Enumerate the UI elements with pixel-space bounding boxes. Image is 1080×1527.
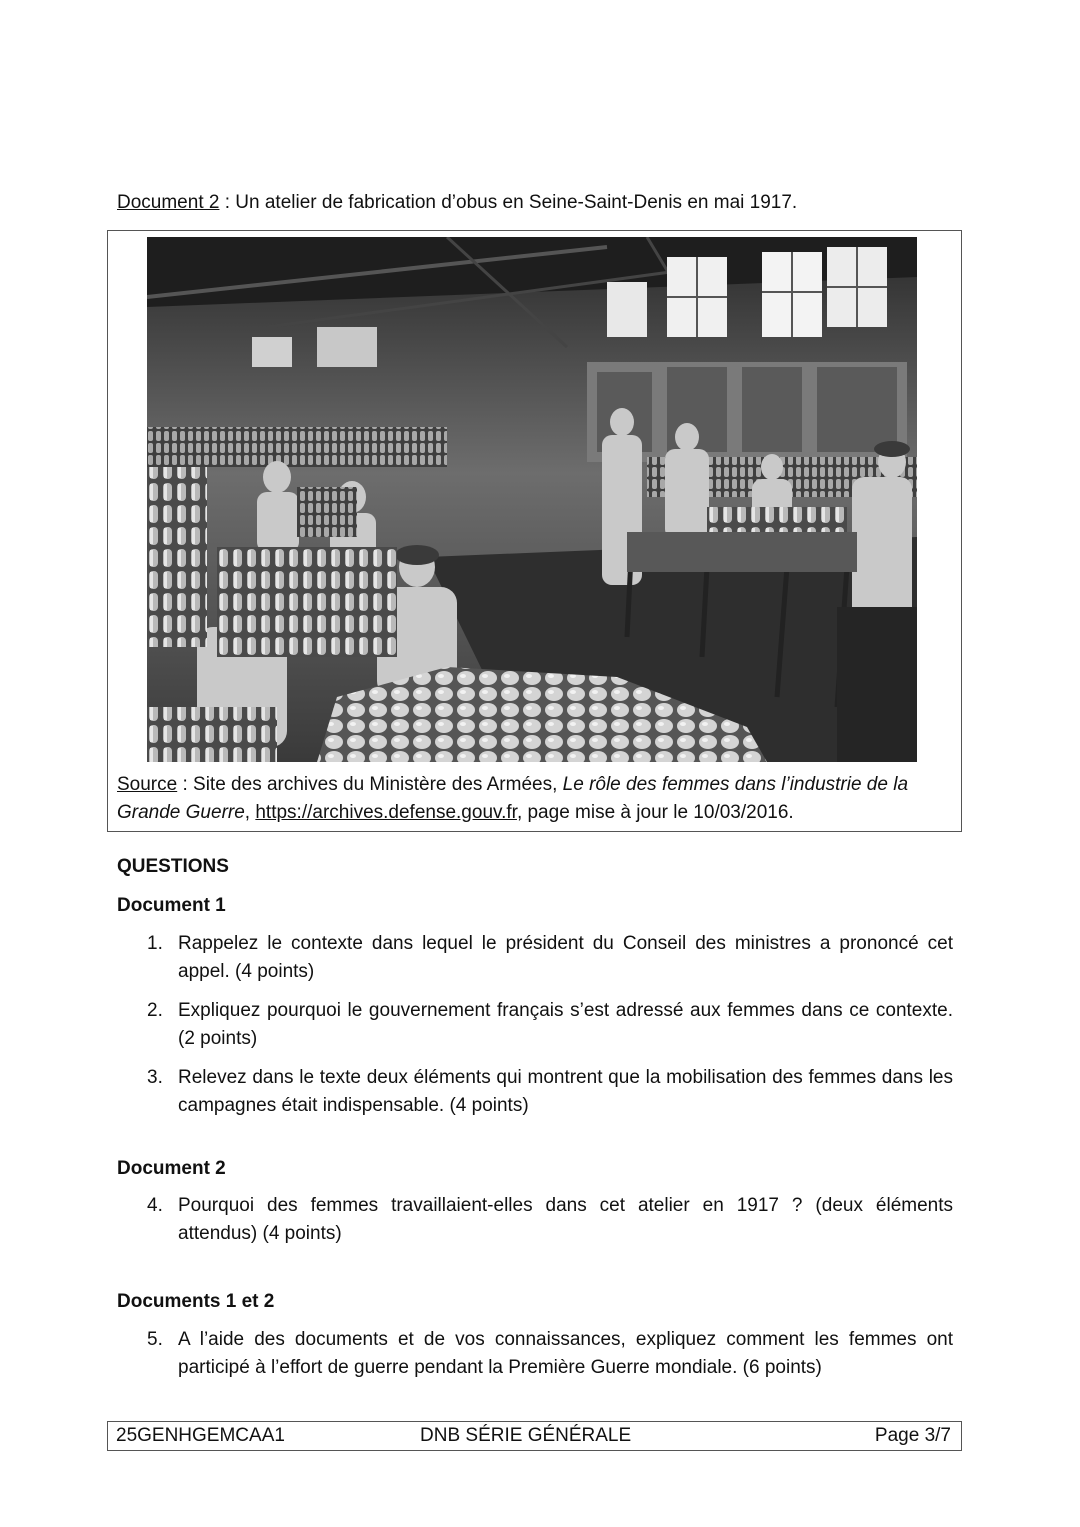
source-text-2: , — [244, 802, 256, 823]
document-label: Document 2 — [117, 192, 220, 213]
section-heading-documents-1-2: Documents 1 et 2 — [117, 1291, 275, 1312]
question-text: Relevez dans le texte deux éléments qui montrent que la mobilisation des femmes dans les campagnes était indispensable. (4 points) — [178, 1067, 953, 1116]
figure-frame — [107, 230, 962, 832]
source-text-1: : Site des archives du Ministère des Armées, — [177, 774, 563, 795]
factory-photo — [147, 237, 917, 762]
source-label: Source — [117, 774, 178, 795]
question-item — [147, 1192, 953, 1248]
question-number: 1. — [147, 933, 163, 954]
footer-page-number: Page 3/7 — [874, 1425, 951, 1446]
document-caption-text: : Un atelier de fabrication d’obus en Seine-Saint-Denis en mai 1917. — [219, 192, 798, 213]
questions-title: QUESTIONS — [117, 856, 229, 877]
source-link[interactable]: https://archives.defense.gouv.fr — [255, 802, 517, 823]
photo-source — [117, 771, 957, 827]
document-caption — [117, 191, 797, 215]
question-number: 4. — [147, 1195, 163, 1216]
section-heading-document-2: Document 2 — [117, 1158, 226, 1179]
question-text: Expliquez pourquoi le gouvernement français s’est adressé aux femmes dans ce contexte. (2 points) — [178, 1000, 953, 1049]
question-item — [147, 930, 953, 986]
source-title: Le rôle des femmes dans l’industrie de la Grande Guerre — [117, 774, 909, 823]
footer-series: DNB SÉRIE GÉNÉRALE — [420, 1425, 632, 1446]
question-number: 3. — [147, 1067, 163, 1088]
question-text: A l’aide des documents et de vos connaissances, expliquez comment les femmes ont participé à l’effort de guerre pendant la Première Guerre mondiale. (6 points) — [178, 1329, 953, 1378]
question-text: Rappelez le contexte dans lequel le président du Conseil des ministres a prononcé cet appel. (4 points) — [178, 933, 953, 982]
question-item — [147, 1326, 953, 1382]
question-item — [147, 997, 953, 1053]
section-heading-document-1: Document 1 — [117, 895, 226, 916]
page-footer — [107, 1421, 962, 1451]
footer-code: 25GENHGEMCAA1 — [116, 1425, 285, 1446]
photo-illustration — [147, 237, 917, 762]
question-item — [147, 1064, 953, 1120]
question-number: 2. — [147, 1000, 163, 1021]
question-text: Pourquoi des femmes travaillaient-elles dans cet atelier en 1917 ? (deux éléments attendus) (4 points) — [178, 1195, 953, 1244]
source-text-3: , page mise à jour le 10/03/2016. — [516, 802, 794, 823]
question-number: 5. — [147, 1329, 163, 1350]
